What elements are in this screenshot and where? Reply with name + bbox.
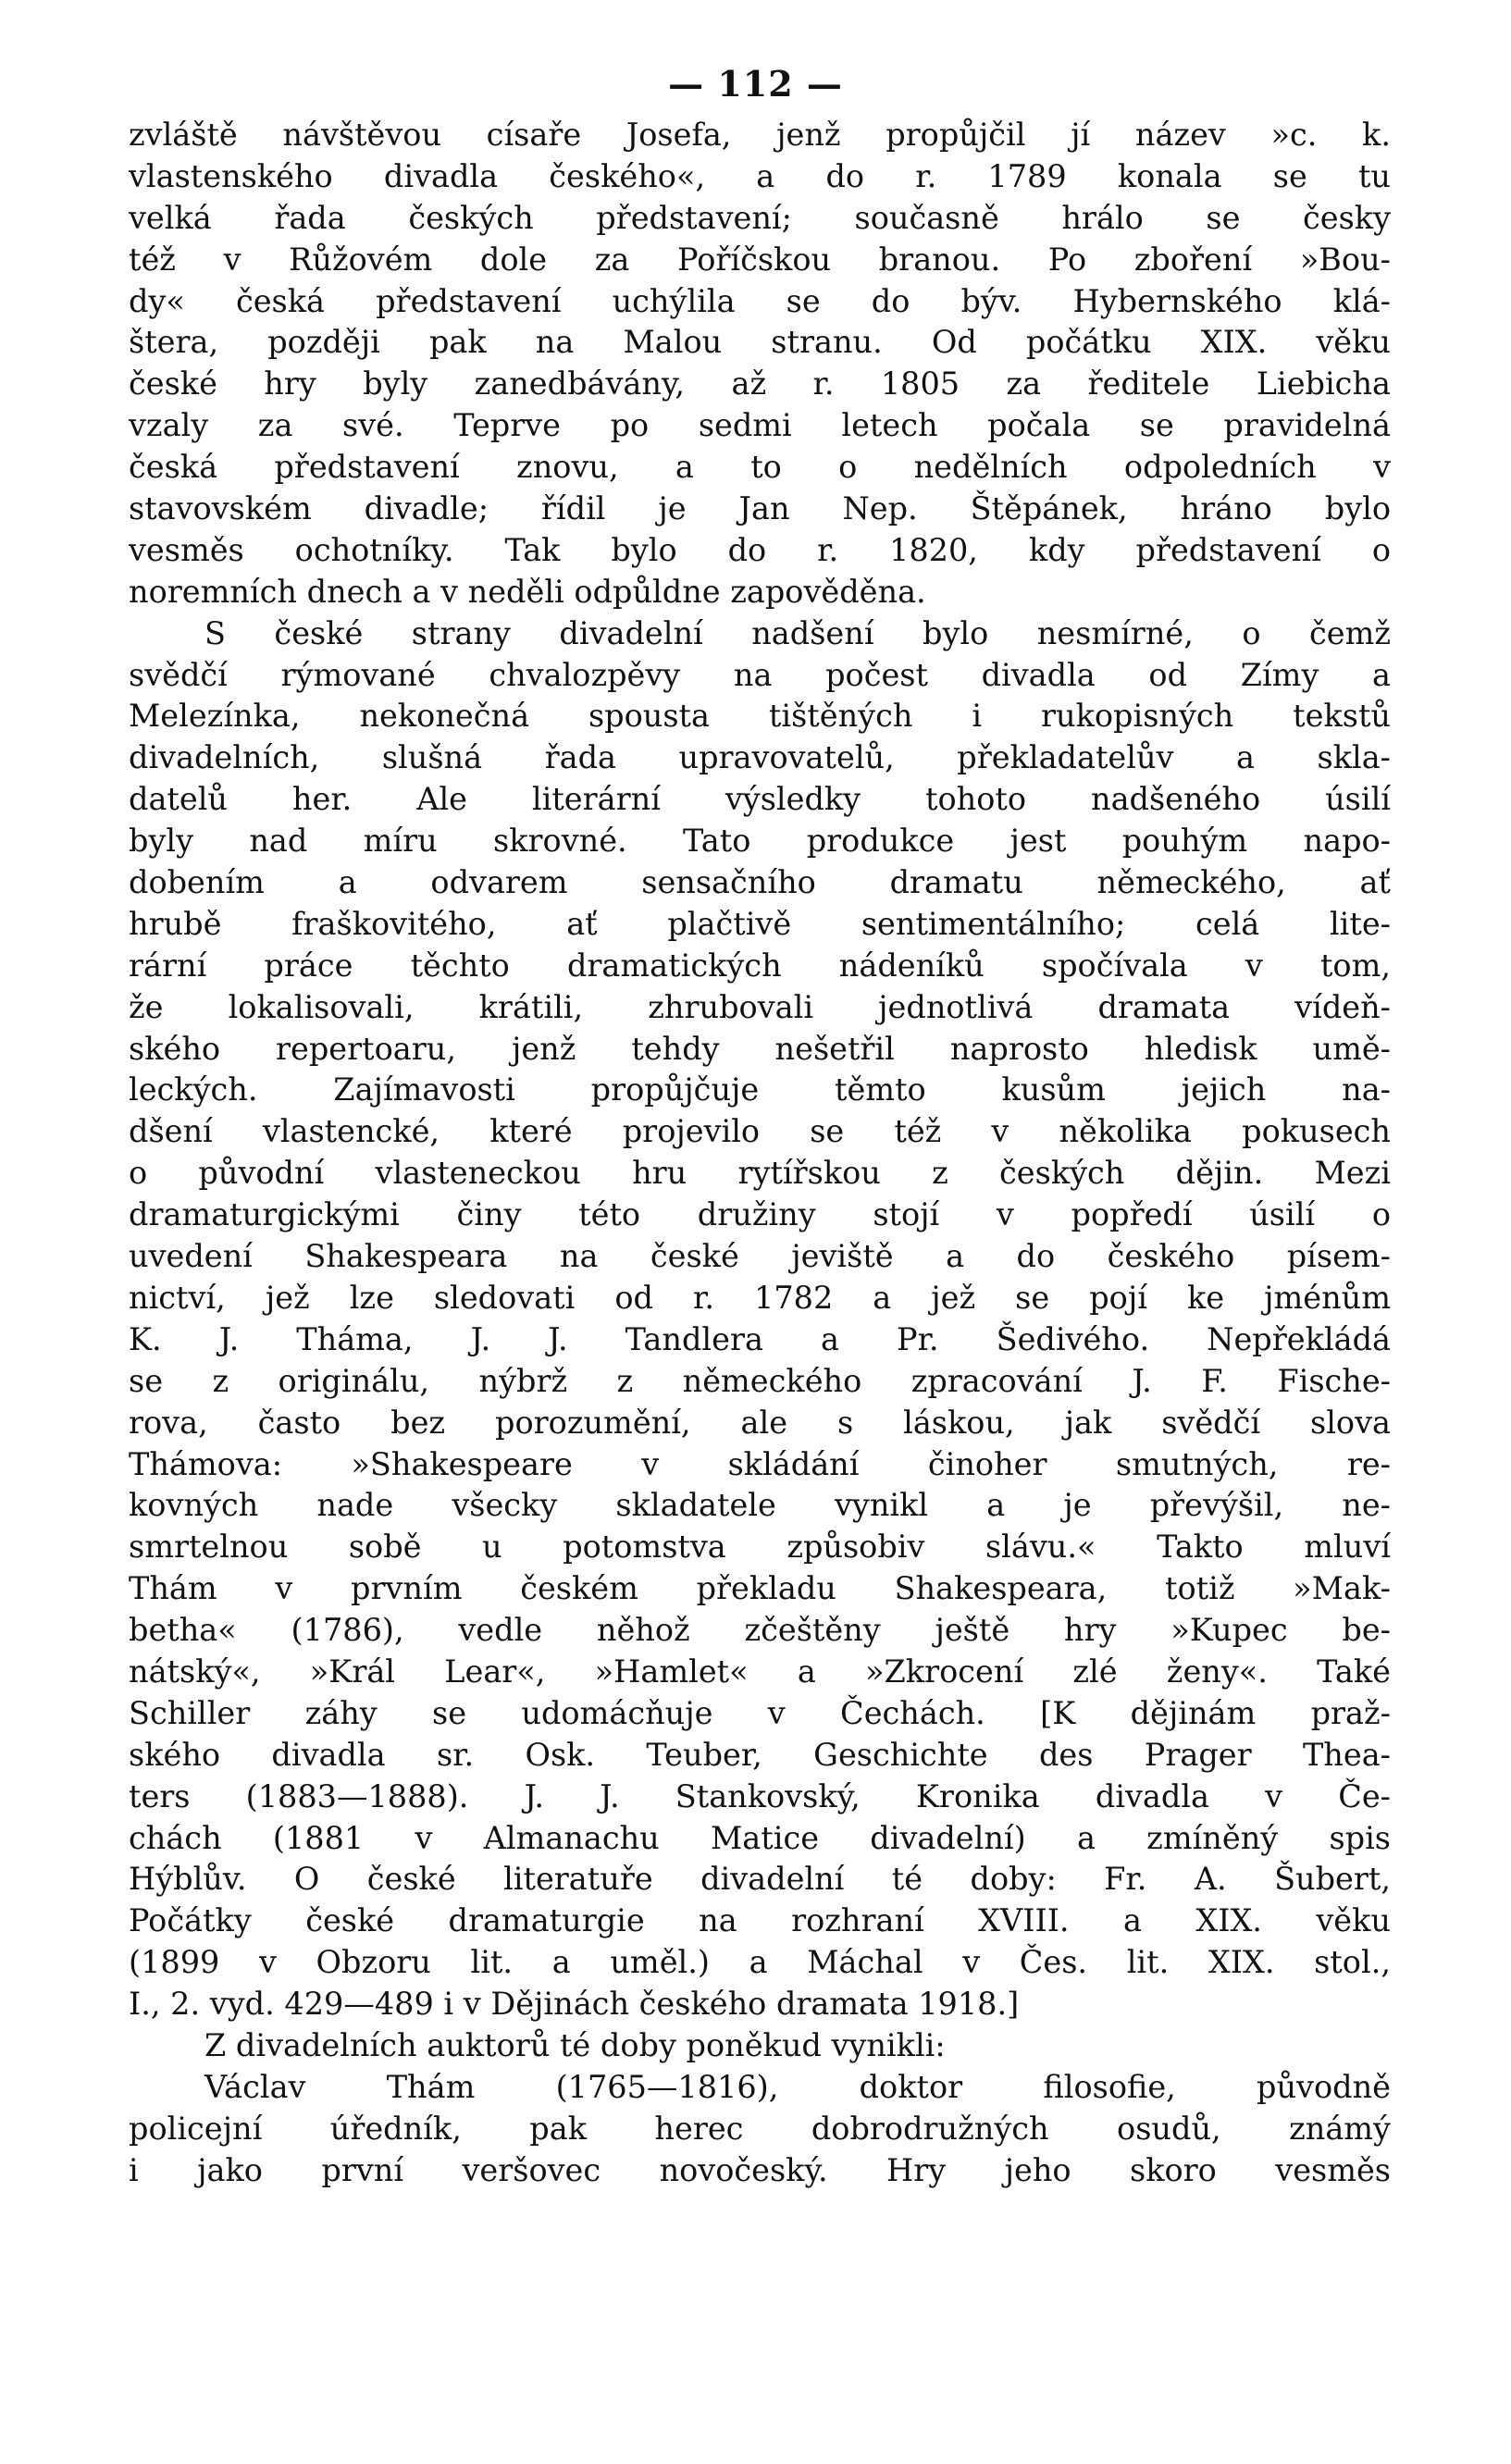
text-line: Počátky české dramaturgie na rozhraní XVIII. a XIX. věku bbox=[129, 1902, 1391, 1939]
text-line: Melezínka, nekonečná spousta tištěných i rukopisných tekstů bbox=[129, 698, 1391, 735]
text-line: (1899 v Obzoru lit. a uměl.) a Máchal v Čes. lit. XIX. stol., bbox=[129, 1944, 1391, 1981]
text-line: zvláště návštěvou císaře Josefa, jenž propůjčil jí název »c. k. bbox=[129, 117, 1391, 153]
text-line: se z originálu, nýbrž z německého zpracování J. F. Fische- bbox=[129, 1362, 1391, 1399]
text-line: ského divadla sr. Osk. Teuber, Geschichte des Prager Thea- bbox=[129, 1736, 1391, 1773]
text-line: byly nad míru skrovné. Tato produkce jest pouhým napo- bbox=[129, 823, 1391, 860]
text-line: Václav Thám (1765—1816), doktor filosofie, původně bbox=[204, 2068, 1391, 2105]
text-line: i jako první veršovec novočeský. Hry jeho skoro vesměs bbox=[129, 2151, 1391, 2188]
text-line: stavovském divadle; řídil je Jan Nep. Štěpánek, hráno bylo bbox=[129, 490, 1391, 527]
text-line: S české strany divadelní nadšení bylo nesmírné, o čemž bbox=[204, 614, 1391, 651]
body-text bbox=[129, 115, 1391, 2192]
page-number: — 112 — bbox=[668, 63, 843, 105]
text-line: Hýblův. O české literatuře divadelní té doby: Fr. A. Šubert, bbox=[129, 1861, 1391, 1898]
text-line: vlastenského divadla českého«, a do r. 1789 konala se tu bbox=[129, 157, 1391, 194]
text-line: noremních dnech a v neděli odpůldne zapověděna. bbox=[129, 573, 926, 610]
text-line: nictví, jež lze sledovati od r. 1782 a jež se pojí ke jménům bbox=[129, 1279, 1391, 1316]
text-line: svědčí rýmované chvalozpěvy na počest divadla od Zímy a bbox=[129, 656, 1391, 693]
text-line: Thám v prvním českém překladu Shakespeara, totiž »Mak- bbox=[129, 1570, 1391, 1607]
text-line: o původní vlasteneckou hru rytířskou z českých dějin. Mezi bbox=[129, 1155, 1391, 1192]
text-line: dšení vlastencké, které projevilo se též v několika pokusech bbox=[129, 1113, 1391, 1150]
text-line: Schiller záhy se udomácňuje v Čechách. [K dějinám praž- bbox=[129, 1694, 1391, 1731]
text-line: datelů her. Ale literární výsledky tohoto nadšeného úsilí bbox=[129, 781, 1391, 818]
text-line: divadelních, slušná řada upravovatelů, překladatelův a skla- bbox=[129, 739, 1391, 776]
text-line: štera, později pak na Malou stranu. Od počátku XIX. věku bbox=[129, 324, 1391, 361]
text-line: I., 2. vyd. 429—489 i v Dějinách českého dramata 1918.] bbox=[129, 1986, 1020, 2023]
text-line: betha« (1786), vedle něhož zčeštěny ještě hry »Kupec be- bbox=[129, 1612, 1391, 1649]
text-line: smrtelnou sobě u potomstva způsobiv slávu.« Takto mluví bbox=[129, 1529, 1391, 1566]
text-line: dobením a odvarem sensačního dramatu německého, ať bbox=[129, 864, 1391, 901]
text-line: že lokalisovali, krátili, zhrubovali jednotlivá dramata vídeň- bbox=[129, 988, 1391, 1025]
text-line: Thámova: »Shakespeare v skládání činoher smutných, re- bbox=[129, 1445, 1391, 1482]
text-line: nátský«, »Král Lear«, »Hamlet« a »Zkrocení zlé ženy«. Také bbox=[129, 1653, 1391, 1690]
text-line: dy« česká představení uchýlila se do býv. Hybernského klá- bbox=[129, 282, 1391, 319]
text-line: Z divadelních auktorů té doby poněkud vynikli: bbox=[204, 2026, 946, 2063]
text-line: policejní úředník, pak herec dobrodružných osudů, známý bbox=[129, 2110, 1391, 2147]
text-line: uvedení Shakespeara na české jeviště a do českého písem- bbox=[129, 1238, 1391, 1275]
text-line: vzaly za své. Teprve po sedmi letech počala se pravidelná bbox=[129, 407, 1391, 444]
text-line: hrubě fraškovitého, ať plačtivě sentimentálního; celá lite- bbox=[129, 905, 1391, 942]
text-line: česká představení znovu, a to o nedělních odpoledních v bbox=[129, 449, 1391, 486]
text-line: chách (1881 v Almanachu Matice divadelní) a zmíněný spis bbox=[129, 1819, 1391, 1856]
text-line: ters (1883—1888). J. J. Stankovský, Kronika divadla v Če- bbox=[129, 1777, 1391, 1814]
text-line: vesměs ochotníky. Tak bylo do r. 1820, kdy představení o bbox=[129, 531, 1391, 568]
text-line: K. J. Tháma, J. J. Tandlera a Pr. Šedivého. Nepřekládá bbox=[129, 1320, 1391, 1357]
text-line: rova, často bez porozumění, ale s láskou, jak svědčí slova bbox=[129, 1404, 1391, 1441]
text-line: kovných nade všecky skladatele vynikl a je převýšil, ne- bbox=[129, 1487, 1391, 1524]
text-line: leckých. Zajímavosti propůjčuje těmto kusům jejich na- bbox=[129, 1071, 1391, 1108]
text-line: české hry byly zanedbávány, až r. 1805 za ředitele Liebicha bbox=[129, 365, 1391, 402]
text-line: rární práce těchto dramatických nádeníků spočívala v tom, bbox=[129, 947, 1391, 984]
text-line: též v Růžovém dole za Poříčskou branou. Po zboření »Bou- bbox=[129, 241, 1391, 278]
text-line: ského repertoaru, jenž tehdy nešetřil naprosto hledisk umě- bbox=[129, 1030, 1391, 1067]
text-line: velká řada českých představení; současně hrálo se česky bbox=[129, 199, 1391, 236]
text-line: dramaturgickými činy této družiny stojí v popředí úsilí o bbox=[129, 1196, 1391, 1233]
